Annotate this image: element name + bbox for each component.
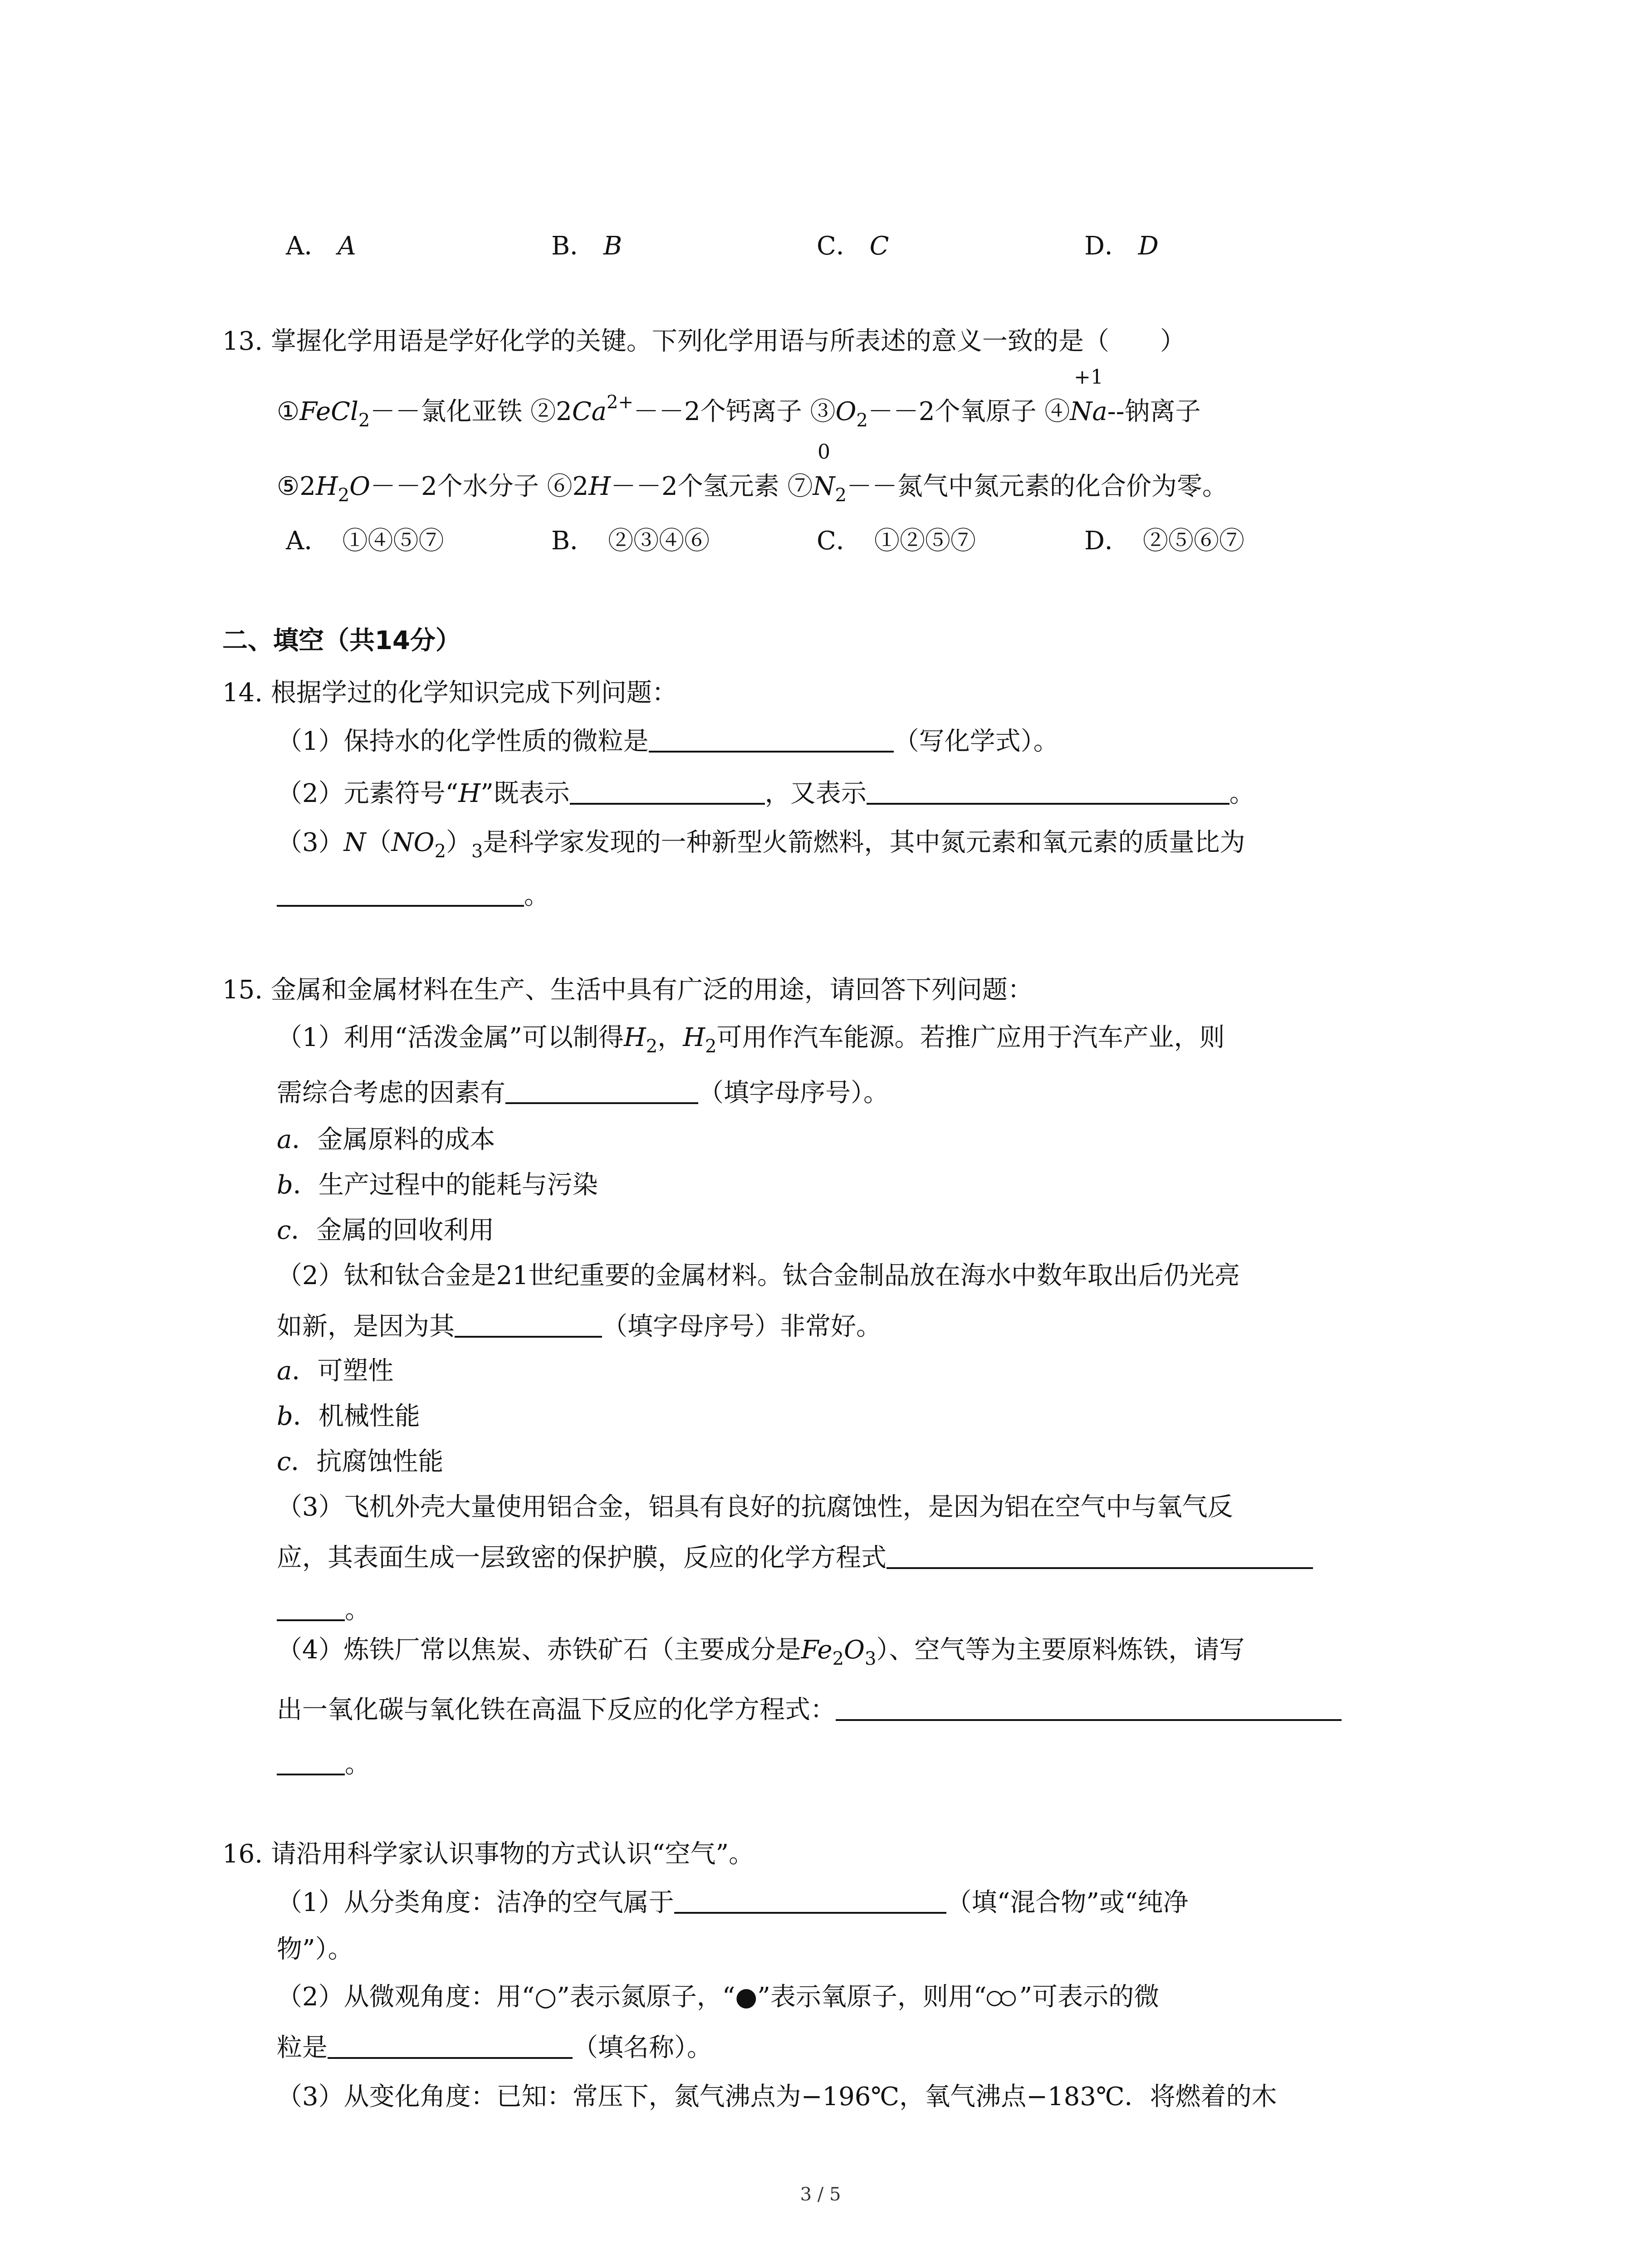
answer-blank[interactable] [455,1313,602,1338]
q15-part1-choice-b: b．生产过程中的能耗与污染 [277,1170,598,1200]
q16-stem: 16. 请沿用科学家认识事物的方式认识“空气”。 [222,1839,754,1869]
q15-part3-line2: 应，其表面生成一层致密的保护膜，反应的化学方程式 [277,1545,1313,1571]
q15-part3: （3）飞机外壳大量使用铝合金，铝具有良好的抗腐蚀性，是因为铝在空气中与氧气反 [277,1492,1233,1522]
q13-stem: 13. 掌握化学用语是学好化学的关键。下列化学用语与所表述的意义一致的是（ ） [222,327,1185,356]
q16-part1: （1）从分类角度：洁净的空气属于 （填“混合物”或“纯净 [277,1888,1189,1917]
q15-stem: 15. 金属和金属材料在生产、生活中具有广泛的用途，请回答下列问题： [222,975,1033,1005]
oxygen-atom-icon: ● [735,1982,758,2012]
answer-blank[interactable] [649,728,894,753]
answer-blank[interactable] [277,1597,345,1621]
q13-option-c: C． ①②⑤⑦ [817,526,976,556]
answer-blank[interactable] [867,780,1230,805]
q14-part3: $(3)N(NO_2)_3$是科学家发现的一种新型火箭燃料，其中氮元素和氧元素的质量比为 [277,828,1245,862]
answer-blank[interactable] [505,1080,698,1104]
q15-part4-line2: 出一氧化碳与氧化铁在高温下反应的化学方程式： [277,1696,1342,1723]
q14-part1: （1）保持水的化学性质的微粒是 （写化学式）。 [277,727,1059,756]
q16-part2: （2）从微观角度：用“○”表示氮原子，“●”表示氧原子，则用“ ”可表示的微 [277,1982,1160,2012]
answer-blank[interactable] [570,780,765,805]
nitrogen-molecule-icon [987,1989,1019,2007]
q13-option-a: A． ①④⑤⑦ [286,526,444,556]
q15-part3-end: 。 [277,1597,370,1623]
answer-blank[interactable] [674,1889,946,1914]
q16-part1-end: 物”）。 [277,1935,353,1964]
q13-items-row2: $⑤2H_2O--2$个水分子 ⑥2H－－2个氢元素 ⑦ 0 $N_2--$氮气中氮元素的化合价为零。 [277,440,1228,506]
answer-blank[interactable] [277,882,524,907]
nitrogen-atom-icon: ○ [534,1982,557,2012]
q13-option-d: D． ②⑤⑥⑦ [1084,526,1244,556]
q15-part2: （2）钛和钛合金是21世纪重要的金属材料。钛合金制品放在海水中数年取出后仍光亮 [277,1261,1240,1290]
q14-part2: （2）元素符号“H”既表示 ，又表示 。 [277,779,1255,808]
q16-part2-answer: 粒是 （填名称）。 [277,2033,712,2063]
section-heading: 二、填空（共14分） [222,626,461,655]
answer-blank[interactable] [328,2034,573,2059]
answer-blank[interactable] [887,1545,1313,1569]
q12-option-a: A． A [286,231,356,261]
q12-option-b: B． B [551,231,622,261]
q15-part2-answer: 如新，是因为其 （填字母序号）非常好。 [277,1312,882,1341]
q14-part3-answer: 。 [277,882,549,909]
q14-stem: 14. 根据学过的化学知识完成下列问题： [222,678,677,708]
q15-part1-choice-a: a．金属原料的成本 [277,1125,495,1154]
answer-blank[interactable] [277,1751,345,1775]
q12-option-d: D． D [1084,231,1159,261]
q12-option-c: C． C [817,231,889,261]
q15-part2-choice-c: c．抗腐蚀性能 [277,1447,444,1476]
q16-part3: （3）从变化角度：已知：常压下，氮气沸点为−196℃，氧气沸点−183℃．将燃着的木 [277,2082,1277,2112]
q13-items-row1: ①FeCl$_2$－－氯化亚铁 $②2Ca^{2+}--2$个钙离子 $③O_2--2$个氧原子 ④ +1 Na--钠离子 [277,366,1201,431]
q15-part2-choice-a: a．可塑性 [277,1356,394,1386]
q15-part4-end: 。 [277,1751,370,1777]
q15-part4: （4）炼铁厂常以焦炭、赤铁矿石（主要成分是$Fe_2O_3$）、空气等为主要原料炼铁，请写 [277,1635,1245,1669]
q15-part1-choice-c: c．金属的回收利用 [277,1216,495,1245]
q15-part1-answer: 需综合考虑的因素有 （填字母序号）。 [277,1078,889,1108]
q15-part1: （1）利用“活泼金属”可以制得$H_2$，$H_2$可用作汽车能源。若推广应用于汽车产业，则 [277,1023,1225,1057]
q15-part2-choice-b: b．机械性能 [277,1402,420,1431]
page-number: 3 / 5 [800,2184,841,2205]
answer-blank[interactable] [836,1696,1342,1721]
q13-option-b: B． ②③④⑥ [551,526,710,556]
